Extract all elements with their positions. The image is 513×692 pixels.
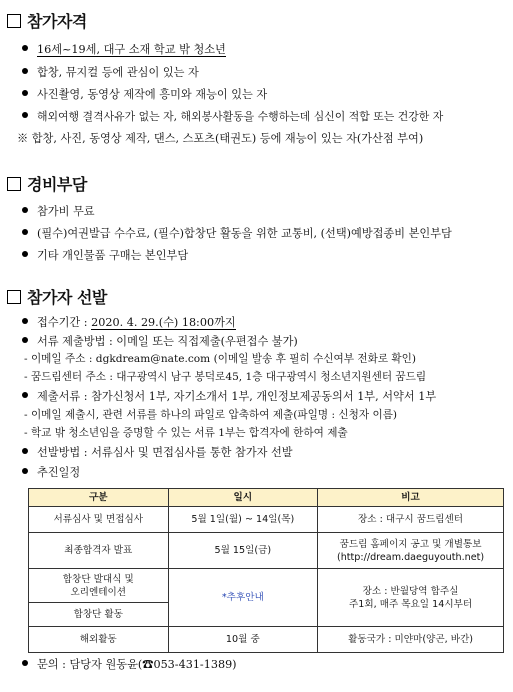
list-item-text: 서류 제출방법 : 이메일 또는 직접제출(우편접수 불가) [37, 335, 298, 348]
bullet-icon [22, 448, 28, 454]
cell-line: 주1회, 매주 목요일 14시부터 [348, 598, 473, 610]
list-item [22, 248, 188, 263]
table-header: 일시 [168, 489, 318, 507]
table-cell: 5월 15일(금) [168, 533, 318, 569]
list-item [22, 315, 236, 330]
table-cell [29, 569, 169, 603]
docs-sub-line: - 학교 밖 청소년임을 증명할 수 있는 서류 1부는 합격자에 한하여 제출 [24, 427, 348, 439]
table-cell: *추후안내 [168, 569, 318, 627]
cell-line: 오리엔테이션 [70, 586, 127, 598]
bullet-icon [22, 112, 28, 118]
list-item [22, 657, 237, 672]
bullet-icon [22, 229, 28, 235]
section-title-expenses [7, 172, 87, 195]
cell-line: (http://dream.daeguyouth.net) [336, 551, 485, 563]
checkbox-square-icon [7, 290, 21, 304]
bullet-icon [22, 68, 28, 74]
email-line: - 이메일 주소 : dgkdream@nate.com (이메일 발송 후 필히 수신여부 전화로 확인) [24, 353, 417, 365]
bullet-icon [22, 468, 28, 474]
table-row [29, 569, 504, 603]
list-item-text: 16세~19세, 대구 소재 학교 밖 청소년 [37, 43, 226, 56]
cell-line: 합창단 발대식 및 [62, 573, 134, 585]
list-item [22, 389, 436, 404]
list-item [22, 42, 226, 57]
docs-sub-line: - 이메일 제출시, 관련 서류를 하나의 파일로 압축하여 제출(파일명 : 신청자 이름) [24, 409, 398, 421]
table-cell: 5월 1일(월) ~ 14일(목) [168, 507, 318, 533]
note-text: ※ 합창, 사진, 동영상 제작, 댄스, 스포츠(태권도) 등에 재능이 있는 자(가산점 부여) [17, 132, 424, 145]
list-item [22, 109, 443, 124]
bullet-icon [22, 45, 28, 51]
list-item [22, 334, 298, 349]
list-item-text: 기타 개인물품 구매는 본인부담 [37, 249, 189, 262]
table-cell [318, 569, 504, 627]
list-item-text: 참가비 무료 [37, 205, 95, 218]
checkbox-square-icon [7, 177, 21, 191]
table-header: 구분 [29, 489, 169, 507]
schedule-table [28, 488, 504, 653]
table-cell: 장소 : 대구시 꿈드림센터 [318, 507, 504, 533]
table-header: 비고 [318, 489, 504, 507]
section-title-text: 참가자격 [27, 12, 87, 31]
list-item-text: 선발방법 : 서류심사 및 면접심사를 통한 참가자 선발 [37, 446, 293, 459]
contact-text: 문의 : 담당자 원동윤(☎053-431-1389) [37, 658, 237, 671]
section-title-eligibility [7, 9, 87, 32]
bullet-icon [22, 90, 28, 96]
list-item [22, 65, 199, 80]
list-item-text: 해외여행 결격사유가 없는 자, 해외봉사활동을 수행하는데 심신이 적합 또는 건강한 자 [37, 110, 444, 123]
list-item-text: 제출서류 : 참가신청서 1부, 자기소개서 1부, 개인정보제공동의서 1부, 서약서 1부 [37, 390, 437, 403]
bullet-icon [22, 392, 28, 398]
center-address-line: - 꿈드림센터 주소 : 대구광역시 남구 봉덕로45, 1층 대구광역시 청소년지원센터 꿈드림 [24, 371, 427, 383]
list-item-text: (필수)여권발급 수수료, (필수)합창단 활동을 위한 교통비, (선택)예방접종비 본인부담 [37, 227, 452, 240]
table-row [29, 507, 504, 533]
table-cell [318, 533, 504, 569]
section-title-text: 경비부담 [27, 175, 87, 194]
table-cell: 서류심사 및 면접심사 [29, 507, 169, 533]
list-item-text: 합창, 뮤지컬 등에 관심이 있는 자 [37, 66, 199, 79]
list-item-text: 사진촬영, 동영상 제작에 흥미와 재능이 있는 자 [37, 88, 268, 101]
list-item [22, 87, 267, 102]
list-item [22, 445, 293, 460]
table-cell: 해외활동 [29, 627, 169, 653]
cell-line: 장소 : 반월당역 합주실 [362, 585, 459, 597]
table-cell: 활동국가 : 미얀마(양곤, 바간) [318, 627, 504, 653]
period-value: 2020. 4. 29.(수) 18:00까지 [91, 316, 236, 329]
table-cell: 최종합격자 발표 [29, 533, 169, 569]
period-label: 접수기간 : [37, 316, 92, 329]
bullet-icon [22, 318, 28, 324]
bullet-icon [22, 660, 28, 666]
bullet-icon [22, 251, 28, 257]
table-row [29, 627, 504, 653]
table-row [29, 533, 504, 569]
list-item [22, 465, 80, 480]
list-item-text: 추진일정 [37, 466, 81, 479]
table-cell: 합창단 활동 [29, 603, 169, 627]
table-header-row [29, 489, 504, 507]
bullet-icon [22, 337, 28, 343]
cell-line: 꿈드림 홈페이지 공고 및 개별통보 [339, 538, 482, 550]
section-title-text: 참가자 선발 [27, 288, 107, 307]
section-title-selection [7, 285, 107, 308]
table-cell: 10월 중 [168, 627, 318, 653]
checkbox-square-icon [7, 14, 21, 28]
bullet-icon [22, 207, 28, 213]
list-item [22, 204, 95, 219]
list-item [22, 226, 452, 241]
